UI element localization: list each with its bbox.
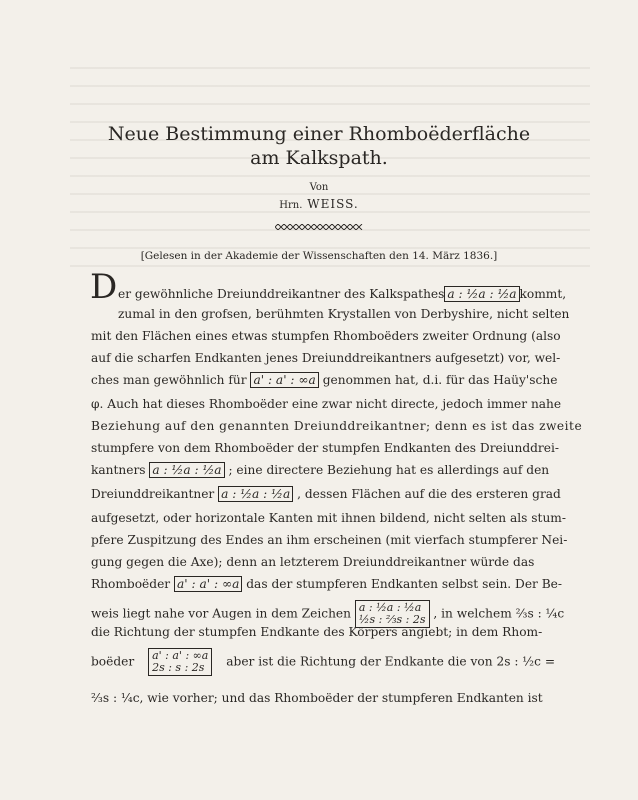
text-line-10: [91, 486, 561, 502]
text-line-1: [118, 286, 567, 302]
text-segment: er gewöhnliche Dreiunddreikantner des Kalkspathes: [118, 287, 445, 301]
text-line-12: pfere Zuspitzung des Endes an ihm erscheinen (mit vierfach stumpferer Nei-: [91, 533, 568, 547]
ornament-divider: [275, 224, 363, 230]
text-segment: , dessen Flächen auf die des ersteren grad: [297, 487, 561, 501]
text-line-9: [91, 462, 550, 478]
formula-box: a : ½a : ½a: [218, 486, 293, 502]
formula-top: a' : a' : ∞a: [152, 649, 209, 662]
text-segment: ; eine directere Beziehung hat es allerdings auf den: [228, 463, 550, 477]
drop-cap: D: [90, 267, 118, 307]
text-line-17: [91, 648, 556, 676]
formula-box: a' : a' : ∞a: [250, 372, 318, 388]
text-segment: das der stumpferen Endkanten selbst sein. Der Be-: [246, 577, 563, 591]
text-line-3: mit den Flächen eines etwas stumpfen Rhomboëders zweiter Ordnung (also: [91, 329, 561, 343]
formula-box: a : ½a : ½a: [444, 286, 519, 302]
formula-box: a' : a' : ∞a: [174, 576, 242, 592]
text-segment: genommen hat, d.i. für das Haüy'sche: [322, 373, 558, 387]
text-segment: weis liegt nahe vor Augen in dem Zeichen: [91, 606, 351, 621]
author-name: WEISS.: [307, 197, 359, 211]
text-segment: boëder: [91, 654, 135, 669]
author-prefix: Hrn.: [279, 200, 303, 211]
text-segment: , in welchem ⅔s : ¼c: [433, 606, 565, 621]
text-line-18: ⅔s : ¼c, wie vorher; und das Rhomboëder der stumpferen Endkanten ist: [91, 691, 543, 705]
text-line-8: stumpfere von dem Rhomboëder der stumpfen Endkanten des Dreiunddrei-: [91, 441, 559, 455]
text-line-16: die Richtung der stumpfen Endkante des Körpers angiebt; in dem Rhom-: [91, 625, 543, 639]
formula-bottom: ½s : ⅔s : 2s: [358, 613, 426, 626]
formula-bottom: 2s : s : 2s: [152, 661, 205, 674]
text-segment: ches man gewöhnlich für: [91, 373, 247, 387]
text-line-14: [91, 576, 563, 592]
text-line-5: [91, 372, 558, 388]
author: [0, 197, 638, 211]
text-line-11: aufgesetzt, oder horizontale Kanten mit ihnen bildend, nicht selten als stum-: [91, 511, 566, 525]
formula-box: a : ½a : ½a: [149, 462, 224, 478]
formula-stack: [148, 648, 212, 676]
text-segment: aber ist die Richtung der Endkante die von 2s : ½c =: [226, 654, 556, 669]
text-segment: kantners: [91, 463, 146, 477]
text-line-4: auf die scharfen Endkanten jenes Dreiunddreikantners aufgesetzt) vor, wel-: [91, 351, 561, 365]
title-line-1: Neue Bestimmung einer Rhomboëderfläche: [107, 123, 531, 145]
text-segment: Rhomboëder: [91, 577, 171, 591]
text-segment: kommt,: [519, 287, 567, 301]
text-line-2: zumal in den grofsen, berühmten Krystallen von Derbyshire, nicht selten: [118, 307, 570, 321]
text-line-13: gung gegen die Axe); denn an letzterem Dreiunddreikantner würde das: [91, 555, 535, 569]
von-label: Von: [309, 182, 329, 193]
session-note: [Gelesen in der Akademie der Wissenschaften den 14. März 1836.]: [140, 250, 498, 262]
title-line-2: am Kalkspath.: [250, 147, 388, 169]
text-segment: Dreiunddreikantner: [91, 487, 215, 501]
text-line-7: Beziehung auf den genannten Dreiunddreikantner; denn es ist das zweite: [91, 419, 583, 433]
text-line-6: φ. Auch hat dieses Rhomboëder eine zwar nicht directe, jedoch immer nahe: [91, 397, 562, 411]
formula-top: a : ½a : ½a: [358, 601, 422, 614]
